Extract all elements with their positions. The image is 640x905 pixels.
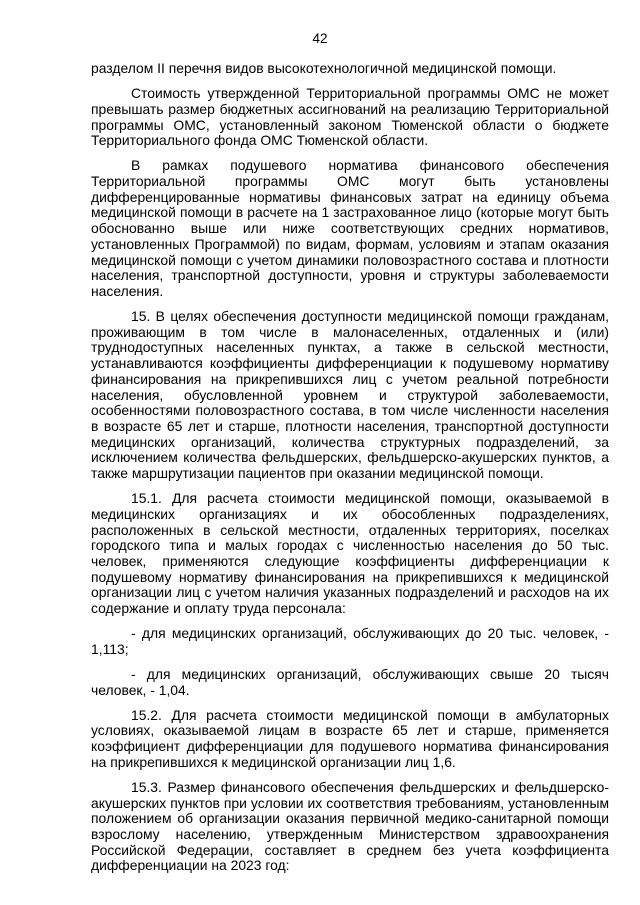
- page-number: 42: [312, 31, 328, 46]
- paragraph: 15. В целях обеспечения доступности медицинской помощи гражданам, проживающим в том числе в малонаселенных, отдаленных и (или) труднодоступных населенных пунктах, а также в сельской местности, устанавливаются коэффициенты дифференциации к подушевому нормативу финансирования на прикрепившихся лиц с учетом реальной потребности населения, обусловленной уровнем и структурой заболеваемости, особенностями половозрастного состава, в том числе численности населения в возрасте 65 лет и старше, плотности населения, транспортной доступности медицинских организаций, количества структурных подразделений, за исключением количества фельдшерских, фельдшерско-акушерских пунктов, а также маршрутизации пациентов при оказании медицинской помощи.: [91, 308, 609, 482]
- paragraph: 15.3. Размер финансового обеспечения фельдшерских и фельдшерско-акушерских пунктов при условии их соответствия требованиям, установленным положением об организации оказания первичной медико-санитарной помощи взрослому населению, утвержденным Министерством здравоохранения Российской Федерации, составляет в среднем без учета коэффициента дифференциации на 2023 год:: [91, 778, 609, 874]
- paragraph: Стоимость утвержденной Территориальной программы ОМС не может превышать размер бюджетных ассигнований на реализацию Территориальной программы ОМС, установленный законом Тюменской области о бюджете Территориального фонда ОМС Тюменской области.: [91, 85, 609, 149]
- document-body: [91, 61, 609, 884]
- list-item: - для медицинских организаций, обслуживающих свыше 20 тысяч человек, - 1,04.: [91, 665, 609, 698]
- paragraph: 15.2. Для расчета стоимости медицинской помощи в амбулаторных условиях, оказываемой лицам в возрасте 65 лет и старше, применяется коэффициент дифференциации для подушевого норматива финансирования на прикрепившихся к медицинской организации лиц 1,6.: [91, 706, 609, 770]
- paragraph: 15.1. Для расчета стоимости медицинской помощи, оказываемой в медицинских организациях и их обособленных подразделениях, расположенных в сельской местности, отдаленных территориях, поселках городского типа и малых городах с численностью населения до 50 тыс. человек, применяются следующие коэффициенты дифференциации к подушевому нормативу финансирования на прикрепившихся к медицинской организации лиц с учетом наличия указанных подразделений и расходов на их содержание и оплату труда персонала:: [91, 490, 609, 617]
- list-item: - для медицинских организаций, обслуживающих до 20 тыс. человек, - 1,113;: [91, 625, 609, 657]
- paragraph: В рамках подушевого норматива финансового обеспечения Территориальной программы ОМС могут быть установлены дифференцированные нормативы финансовых затрат на единицу объема медицинской помощи в расчете на 1 застрахованное лицо (которые могут быть обоснованно выше или ниже соответствующих средних нормативов, установленных Программой) по видам, формам, условиям и этапам оказания медицинской помощи с учетом динамики половозрастного состава и плотности населения, транспортной доступности, уровня и структуры заболеваемости населения.: [91, 157, 609, 299]
- paragraph: разделом II перечня видов высокотехнологичной медицинской помощи.: [91, 60, 557, 76]
